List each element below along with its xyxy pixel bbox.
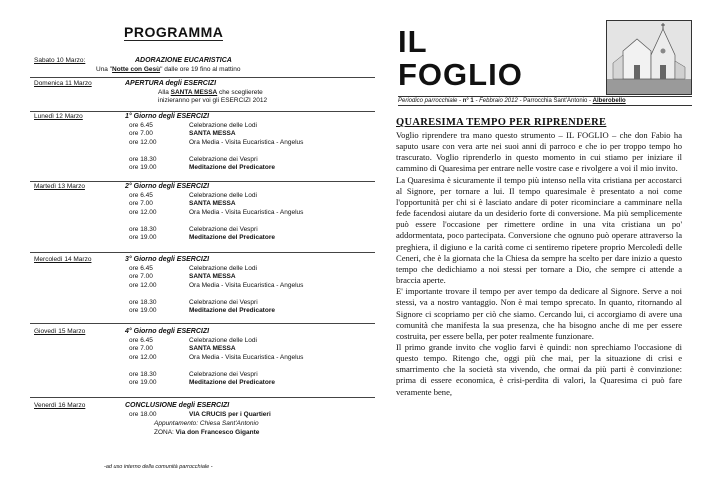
day-separator — [30, 181, 375, 182]
day-heading: 1° Giorno degli ESERCIZI — [125, 113, 210, 120]
meeting-zone: ZONA: Via don Francesco Gigante — [154, 429, 260, 436]
note-highlight: SANTA MESSA — [170, 89, 218, 96]
day-separator — [30, 111, 375, 112]
day-heading: APERTURA degli ESERCIZI — [125, 80, 217, 87]
church-illustration — [607, 21, 691, 94]
day-name: Venerdì 16 Marzo — [34, 402, 86, 409]
day-note-line2: inizieranno per voi gli ESERCIZI 2012 — [158, 97, 268, 104]
note-highlight: Notte con Gesù — [112, 66, 161, 73]
day-separator — [30, 252, 375, 253]
day-name: Domenica 11 Marzo — [34, 80, 92, 87]
article-title: QUARESIMA TEMPO PER RIPRENDERE — [396, 117, 607, 128]
day-name: Sabato 10 Marzo: — [34, 57, 86, 64]
day-name: Giovedì 15 Marzo — [34, 328, 86, 335]
church-photo — [606, 20, 692, 95]
day-heading: CONCLUSIONE degli ESERCIZI — [125, 402, 230, 409]
footer-note: -ad uso interno della comunità parrocchiale - — [104, 464, 213, 470]
meeting-point: Appuntamento: Chiesa Sant'Antonio — [154, 420, 259, 427]
article-paragraph: E' importante trovare il tempo per aver tempo da dedicare al Signore. Serve a noi stessi, va a nostro vantaggio. Non è mai tempo sprecato. In quanto, ritornando al Signore ci scopriamo per ciò che siamo. Cercando lui, ci accorgiamo di avere una comunità che manifesta la sua presenza, che ha bisogno anche di me per essere costruita, per essere bella, per poter realmente funzionare. — [396, 286, 682, 341]
day-separator — [30, 397, 375, 398]
day-separator — [30, 77, 375, 78]
article-body — [396, 130, 682, 398]
programma-column: PROGRAMMA Sabato 10 Marzo: ADORAZIONE EUCARISTICA Una "Notte con Gesù" dalle ore 19 fino al mattino Domenica 11 Marzo APERTURA degli ESERCIZI Alla SANTA MESSA che sceglierete inizieranno per voi gli ESERCIZI 2012 Lunedì 12 Marzo 1° Giorno degli ESERCIZI ore 6.45 Celebrazione delle Lodi ore 7.00 SANTA MESSA ore 12.00 Ora Media - Visita Eucaristica - Angelus ore 18.30 Celebrazione dei Vespri ore 19.00 Meditazione del Predicatore Martedì 13 Marzo 2° Giorno degli ESERCIZI ore 6.45 Celebrazione delle Lodi ore 7.00 SANTA MESSA ore 12.00 Ora Media - Visita Eucaristica - Angelus ore 18.30 Celebrazione dei Vespri ore 19.00 Meditazione del Predicatore Mercoledì 14 Marzo 3° Giorno degli ESERCIZI ore 6.45 Celebrazione delle Lodi ore 7.00 SANTA MESSA ore 12.00 Ora Media - Visita Eucaristica - Angelus ore 18.30 Celebrazione dei Vespri ore 19.00 Meditazione del Predicatore Giovedì 15 Marzo 4° Giorno degli ESERCIZI ore 6.45 Celebrazione delle Lodi ore 7.00 SANTA MESSA ore 12.00 Ora Media - Visita Eucaristica - Angelus ore 18.30 Celebrazione dei Vespri ore 19.00 Meditazione del Predicatore Venerdì 16 Marzo CONCLUSIONE degli ESERCIZI ore 18.00 VIA CRUCIS per i Quartieri Appuntamento: Chiesa Sant'Antonio ZONA: Via don Francesco Gigante -ad uso interno della comunità parrocchiale - — [0, 0, 380, 502]
day-heading: 2° Giorno degli ESERCIZI — [125, 183, 210, 190]
day-heading: ADORAZIONE EUCARISTICA — [135, 57, 232, 64]
day-name: Martedì 13 Marzo — [34, 183, 85, 190]
day-heading: 4° Giorno degli ESERCIZI — [125, 328, 210, 335]
day-name: Mercoledì 14 Marzo — [34, 256, 92, 263]
newsletter-title: IL FOGLIO — [398, 24, 523, 92]
day-separator — [30, 323, 375, 324]
masthead-line: Periodico parrocchiale - n° 1 - Febbraio 2012 - Parrocchia Sant'Antonio - Alberobello — [398, 96, 692, 106]
day-heading: 3° Giorno degli ESERCIZI — [125, 256, 210, 263]
article-paragraph: Il primo grande invito che voglio farvi è quindi: non sprechiamo l'occasione di questo tempo. Ritengo che, oggi più che mai, per la situazione di crisi e smarrimento che la società sta vivendo, che ormai da più parti è convinzione: prima di essere economica, è crisi-perdita di valori, la Quaresima ci può fare veramente bene, — [396, 341, 682, 397]
article-paragraph: Voglio riprendere tra mano questo strumento – IL FOGLIO – che don Fabio ha saputo usare con vera arte nei suoi anni di parroco e che io per troppo tempo ho trascurato. Voglio riprenderlo in questo momento in cui stiamo per iniziare il cammino di Quaresima per entrare nelle vostre case e rivolgere a voi il mio invito. — [396, 130, 682, 174]
programma-title: PROGRAMMA — [124, 24, 224, 40]
day-name: Lunedì 12 Marzo — [34, 113, 83, 120]
day-note: Una "Notte con Gesù" dalle ore 19 fino al mattino — [96, 66, 241, 73]
article-paragraph: La Quaresima è sicuramente il tempo più intenso nella vita cristiana per accostarci al Signore, per tornare a lui. Il tempo quaresimale è presentato a noi come l'opportunità per chi si è lasciato andare di poter ricominciare a camminare nella fede facendosi aiutare da un desiderio forte di conversione. Ma più semplicemente può essere l'occasione per rimettere ordine in una vita cristiana un po' addormentata, poco partecipata. Conversione che ognuno può operare attraverso la preghiera, il digiuno e la carità come ci sentiremo ripetere proprio Mercoledì delle Ceneri, che è la giornata che la Chiesa da sempre ha scelto per dare inizio a questo tempo che dedichiamo a noi stessi per tornare a Dio, che sempre ci attende a braccia aperte. — [396, 174, 682, 286]
day-note: Alla SANTA MESSA che sceglierete — [158, 89, 263, 96]
